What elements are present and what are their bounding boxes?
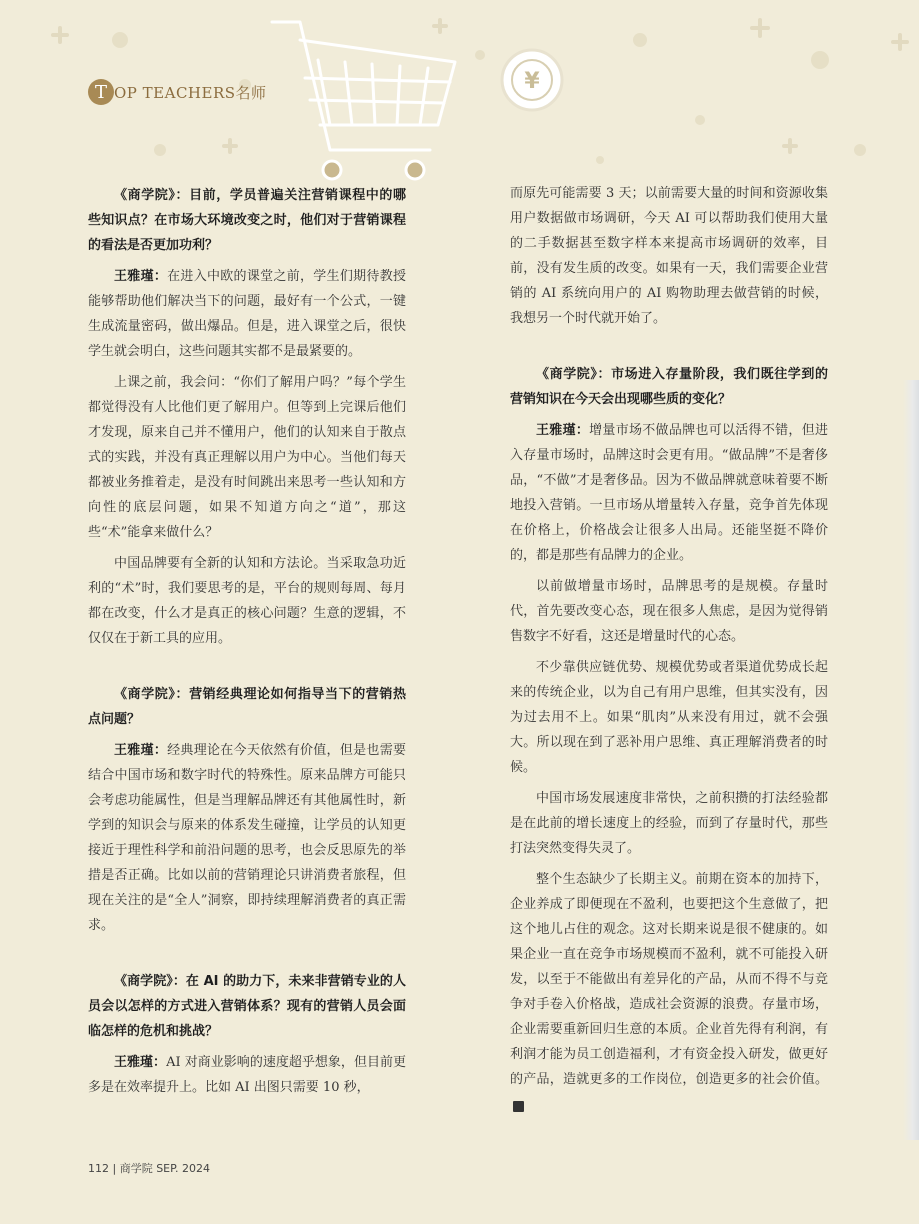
answer-4-paragraph-2: 以前做增量市场时，品牌思考的是规模。存量时代，首先要改变心态，现在很多人焦虑，是因为觉得销售数字不好看，这还是增量时代的心态。 <box>510 579 828 644</box>
brand-title: OP TEACHERS名师 <box>114 83 267 102</box>
svg-text:¥: ¥ <box>524 69 540 94</box>
question-3: 《商学院》：在 AI 的助力下，未来非营销专业的人员会以怎样的方式进入营销体系？现有的营销人员会面临怎样的危机和挑战？ <box>88 974 406 1039</box>
shopping-cart-icon <box>272 22 455 179</box>
answer-4-paragraph-3: 不少靠供应链优势、规模优势或者渠道优势成长起来的传统企业，以为自己有用户思维，但其实没有，因为过去用不上。如果“肌肉”从来没有用过，就不会强大。所以现在到了恶补用户思维、真正理解消费者的时候。 <box>510 660 828 775</box>
answer-2-paragraph-1: 王雅瑾：经典理论在今天依然有价值，但是也需要结合中国市场和数字时代的特殊性。原来品牌方可能只会考虑功能属性，但是当理解品牌还有其他属性时，新学到的知识会与原来的体系发生碰撞，让学员的认知更接近于理性科学和前沿问题的思考，也会反思原先的举措是否正确。比如以前的营销理论只讲消费者旅程，但现在关注的是“全人”洞察，即持续理解消费者的真正需求。 <box>88 743 406 933</box>
speaker-name: 王雅瑾： <box>114 1055 167 1070</box>
answer-4-paragraph-4: 中国市场发展速度非常快，之前积攒的打法经验都是在此前的增长速度上的经验，而到了存量时代，那些打法突然变得失灵了。 <box>510 791 828 856</box>
speaker-name: 王雅瑾： <box>114 269 168 284</box>
answer-4-paragraph-5: 整个生态缺少了长期主义。前期在资本的加持下，企业养成了即便现在不盈利，也要把这个生意做了，把这个地儿占住的观念。这对长期来说是很不健康的。如果企业一直在竞争市场规模而不盈利，就不可能投入研发，以至于不能做出有差异化的产品，从而不得不与竞争对手卷入价格战，造成社会资源的浪费。存量市场，企业需要重新回归生意的本质。企业首先得有利润，有利润才能为员工创造福利，才有资金投入研发，做更好的产品，造就更多的工作岗位，创造更多的社会价值。商 <box>510 872 828 1111</box>
question-2: 《商学院》：营销经典理论如何指导当下的营销热点问题？ <box>88 687 406 727</box>
answer-3-continued: 而原先可能需要 3 天；以前需要大量的时间和资源收集用户数据做市场调研，今天 AI 可以帮助我们使用大量的二手数据甚至数字样本来提高市场调研的效率，目前，没有发生质的改变。如果有一天，我们需要企业营销的 AI 系统向用户的 AI 购物助理去做营销的时候，我想另一个时代就开始了。 <box>510 186 828 326</box>
page-footer: 112 | 商学院 SEP. 2024 <box>88 1162 211 1175</box>
answer-1-paragraph-2: 上课之前，我会问：“你们了解用户吗？”每个学生都觉得没有人比他们更了解用户。但等到上完课后他们才发现，原来自己并不懂用户，他们的认知来自于散点式的实践，并没有真正理解以用户为中心。当他们每天都被业务推着走，是没有时间跳出来思考一些认知和方向性的底层问题，如果不知道方向之“道”，那这些“术”能拿来做什么？ <box>88 375 406 540</box>
question-1: 《商学院》：目前，学员普遍关注营销课程中的哪些知识点？在市场大环境改变之时，他们对于营销课程的看法是否更加功利？ <box>88 188 406 253</box>
answer-1-paragraph-1: 王雅瑾：在进入中欧的课堂之前，学生们期待教授能够帮助他们解决当下的问题，最好有一个公式，一键生成流量密码，做出爆品。但是，进入课堂之后，很快学生就会明白，这些问题其实都不是最紧要的。 <box>88 269 406 359</box>
column-brand <box>88 78 267 106</box>
right-column <box>510 181 828 1117</box>
answer-1-paragraph-3: 中国品牌要有全新的认知和方法论。当采取急功近利的“术”时，我们要思考的是，平台的规则每周、每月都在改变，什么才是真正的核心问题？生意的逻辑，不仅仅在于新工具的应用。 <box>88 556 406 646</box>
left-column <box>88 183 406 1100</box>
answer-4-paragraph-1: 王雅瑾：增量市场不做品牌也可以活得不错，但进入存量市场时，品牌这时会更有用。“做品牌”不是奢侈品，“不做”才是奢侈品。因为不做品牌就意味着要不断地投入营销。一旦市场从增量转入存量，竞争首先体现在价格上，价格战会让很多人出局。还能坚挺不降价的，都是那些有品牌力的企业。 <box>510 423 828 563</box>
speaker-name: 王雅瑾： <box>536 423 590 438</box>
speaker-name: 王雅瑾： <box>114 743 168 758</box>
yuan-coin-icon <box>502 50 562 110</box>
brand-badge: T <box>88 79 114 105</box>
answer-3-paragraph-1: 王雅瑾：AI 对商业影响的速度超乎想象，但目前更多是在效率提升上。比如 AI 出图只需要 10 秒， <box>88 1055 406 1095</box>
page-edge-shadow <box>903 380 919 1140</box>
end-of-article-mark: 商 <box>513 1101 524 1112</box>
question-4: 《商学院》：市场进入存量阶段，我们既往学到的营销知识在今天会出现哪些质的变化？ <box>510 367 828 407</box>
